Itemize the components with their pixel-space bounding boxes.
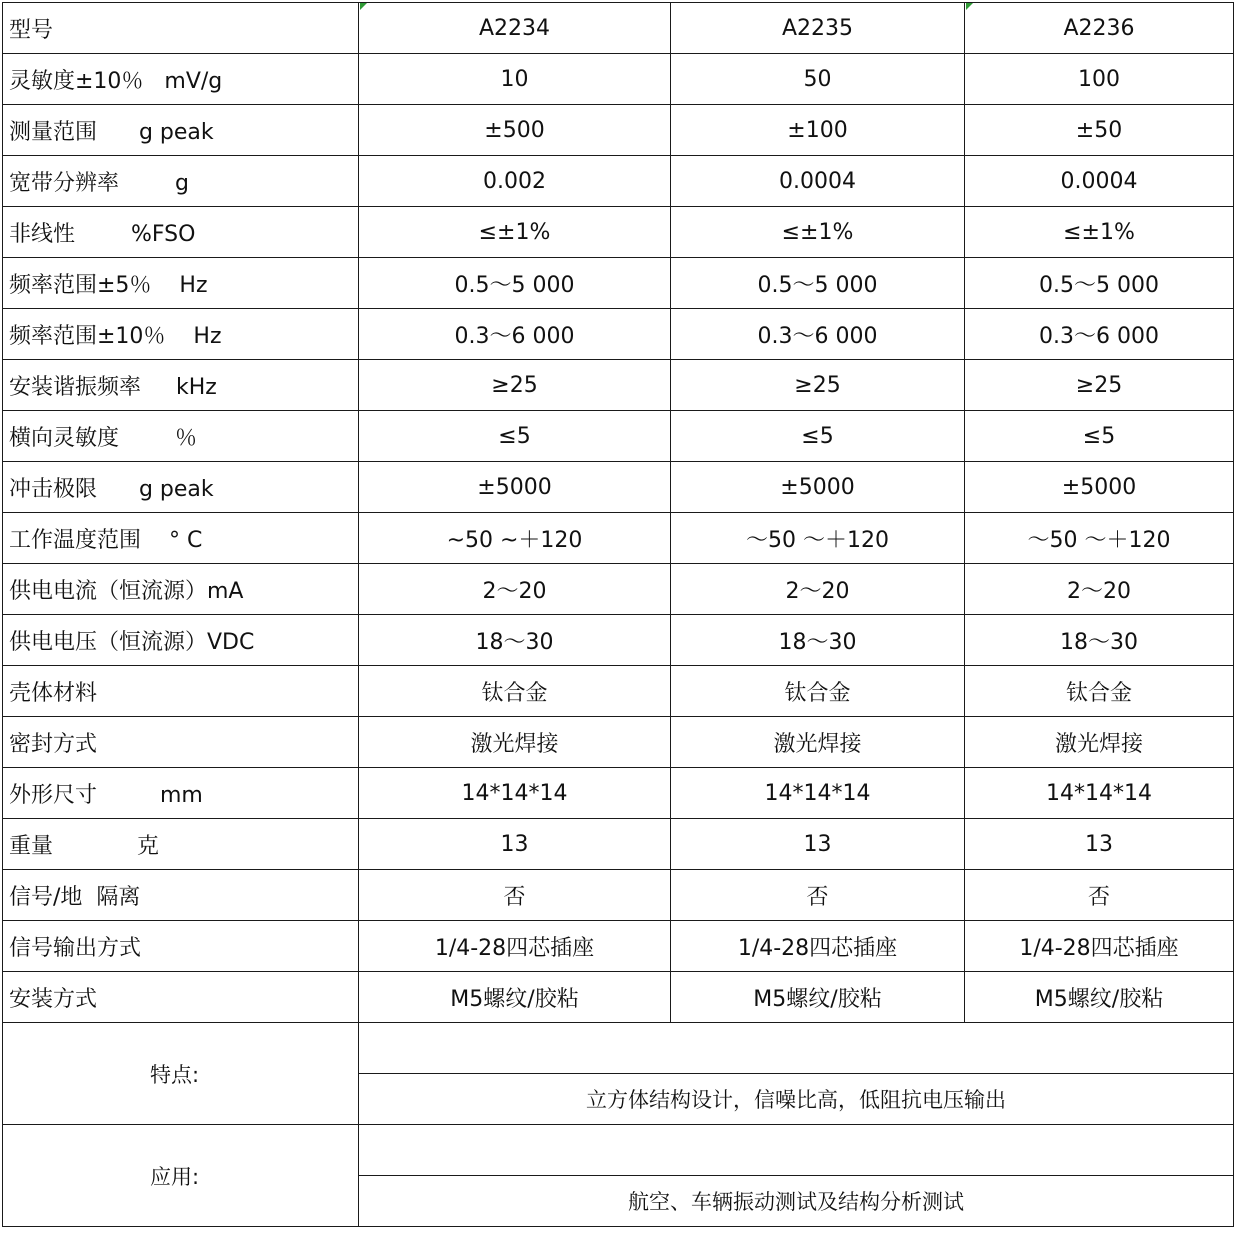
spec-value: ±50 [965,105,1234,156]
spec-value: 14*14*14 [359,768,671,819]
spec-value: M5螺纹/胶粘 [671,972,965,1023]
spec-value: ±100 [671,105,965,156]
spec-value: ±5000 [965,462,1234,513]
spec-value: ～50 ～＋120 [965,513,1234,564]
spec-value: 18～30 [965,615,1234,666]
spec-value: 0.5～5 000 [671,258,965,309]
spec-value: M5螺纹/胶粘 [359,972,671,1023]
spec-value: ±5000 [671,462,965,513]
spec-value: ≤±1% [671,207,965,258]
spec-value: 激光焊接 [359,717,671,768]
applications-blank-cell [359,1125,1234,1176]
spec-value: 否 [965,870,1234,921]
spec-value: ≤5 [359,411,671,462]
spec-row [3,666,1234,717]
spec-label: 安装谐振频率 kHz [3,360,359,411]
spec-value: ≤5 [671,411,965,462]
spec-value: 1/4-28四芯插座 [671,921,965,972]
spec-value: 13 [359,819,671,870]
spec-row [3,564,1234,615]
spec-value: 激光焊接 [965,717,1234,768]
header-row [3,3,1234,54]
spec-value: 0.0004 [965,156,1234,207]
spec-value: ≥25 [965,360,1234,411]
spec-value: 0.3～6 000 [965,309,1234,360]
spec-value: 13 [671,819,965,870]
spec-row [3,360,1234,411]
spec-value: ～50 ～＋120 [671,513,965,564]
spec-value: ±500 [359,105,671,156]
spec-value: 14*14*14 [965,768,1234,819]
spec-row [3,615,1234,666]
spec-label: 供电电流（恒流源）mA [3,564,359,615]
spec-label: 频率范围±5％ Hz [3,258,359,309]
spec-value: 否 [671,870,965,921]
spec-label: 信号/地 隔离 [3,870,359,921]
spec-value: 0.0004 [671,156,965,207]
applications-text: 航空、车辆振动测试及结构分析测试 [359,1176,1234,1227]
spec-row [3,513,1234,564]
spec-value: ~50 ~＋120 [359,513,671,564]
spec-value: 14*14*14 [671,768,965,819]
spec-value: 0.3～6 000 [359,309,671,360]
spec-row [3,258,1234,309]
spec-value: 激光焊接 [671,717,965,768]
spec-value: 50 [671,54,965,105]
spec-value: 0.5～5 000 [359,258,671,309]
applications-label: 应用: [3,1125,359,1227]
spec-row [3,972,1234,1023]
spec-value: 钛合金 [965,666,1234,717]
spec-label: 测量范围 g peak [3,105,359,156]
spec-value: 0.3～6 000 [671,309,965,360]
spec-value: 0.002 [359,156,671,207]
cell-comment-marker [360,3,367,10]
spec-value: ≥25 [359,360,671,411]
spec-label: 信号输出方式 [3,921,359,972]
spec-label: 工作温度范围 ° C [3,513,359,564]
spec-value: M5螺纹/胶粘 [965,972,1234,1023]
spec-row [3,717,1234,768]
spec-row [3,156,1234,207]
model-name: A2234 [359,3,671,54]
model-name: A2236 [965,3,1234,54]
features-text: 立方体结构设计，信噪比高，低阻抗电压输出 [359,1074,1234,1125]
spec-value: 2～20 [965,564,1234,615]
spec-value: 18～30 [359,615,671,666]
spec-value: 10 [359,54,671,105]
spec-label: 宽带分辨率 g [3,156,359,207]
spec-label: 密封方式 [3,717,359,768]
spec-label: 供电电压（恒流源）VDC [3,615,359,666]
spec-value: 18～30 [671,615,965,666]
spec-value: 13 [965,819,1234,870]
spec-row [3,921,1234,972]
spec-row [3,768,1234,819]
spec-value: 100 [965,54,1234,105]
spec-value: 1/4-28四芯插座 [359,921,671,972]
spec-row [3,819,1234,870]
spec-label: 横向灵敏度 ％ [3,411,359,462]
spec-value: ≤5 [965,411,1234,462]
spec-table [2,2,1234,1227]
features-row [3,1023,1234,1074]
spec-row [3,411,1234,462]
spec-row [3,462,1234,513]
spec-row [3,105,1234,156]
spec-value: 2～20 [359,564,671,615]
spec-label: 非线性 %FSO [3,207,359,258]
applications-row [3,1125,1234,1176]
spec-value: 钛合金 [671,666,965,717]
spec-value: 否 [359,870,671,921]
spec-label: 频率范围±10％ Hz [3,309,359,360]
spec-value: ±5000 [359,462,671,513]
spec-label: 外形尺寸 mm [3,768,359,819]
spec-label: 重量 克 [3,819,359,870]
spec-row [3,309,1234,360]
spec-value: ≥25 [671,360,965,411]
cell-comment-marker [966,3,973,10]
spec-row [3,870,1234,921]
spec-value: ≤±1% [359,207,671,258]
spec-label: 灵敏度±10％ mV/g [3,54,359,105]
features-blank-cell [359,1023,1234,1074]
model-name: A2235 [671,3,965,54]
features-label: 特点: [3,1023,359,1125]
spec-value: ≤±1% [965,207,1234,258]
spec-table-body [3,3,1234,1227]
spec-value: 2～20 [671,564,965,615]
spec-row [3,207,1234,258]
header-label: 型号 [3,3,359,54]
spec-value: 钛合金 [359,666,671,717]
spec-label: 安装方式 [3,972,359,1023]
spec-label: 壳体材料 [3,666,359,717]
spec-row [3,54,1234,105]
spec-label: 冲击极限 g peak [3,462,359,513]
spec-value: 0.5～5 000 [965,258,1234,309]
spec-value: 1/4-28四芯插座 [965,921,1234,972]
